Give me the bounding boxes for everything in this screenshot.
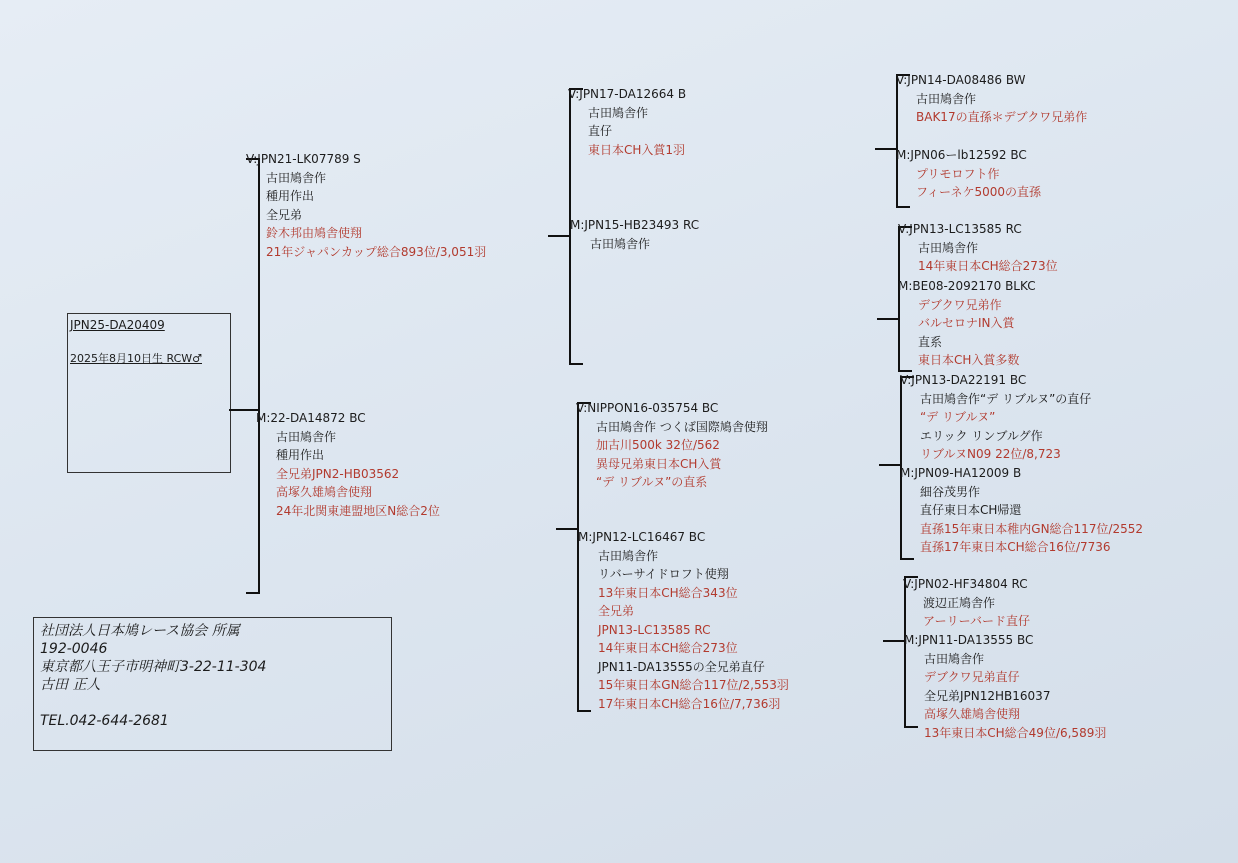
pedigree-line: 直孫17年東日本CH総合16位/7736 — [920, 540, 1111, 554]
pedigree-line: 古田鳩舎作 — [916, 91, 977, 106]
bracket-line — [246, 592, 260, 594]
pedigree-line: 古田鳩舎作 — [276, 429, 337, 444]
ggp-entry-7 — [903, 575, 1030, 631]
bracket-line — [900, 558, 914, 560]
owner-postal: 192-0046 — [40, 641, 108, 657]
pedigree-line: 古田鳩舎作 — [266, 170, 327, 185]
pedigree-line: 全兄弟 — [598, 604, 635, 618]
dam-sire-id: V:NIPPON16-035754 BC — [576, 401, 719, 415]
pedigree-line: 古田鳩舎作 — [924, 651, 985, 666]
pedigree-line: “デ リブルヌ” — [920, 410, 996, 424]
pedigree-line: 古田鳩舎作 — [588, 105, 649, 120]
pedigree-line: 直系 — [918, 334, 943, 349]
ggp-id: V:JPN02-HF34804 RC — [903, 577, 1028, 591]
owner-tel: TEL.042-644-2681 — [40, 713, 169, 729]
bracket-line — [229, 409, 259, 411]
pedigree-line: 直仔 — [588, 124, 613, 138]
pedigree-line: 古田鳩舎作 — [590, 236, 651, 251]
pedigree-line: JPN13-LC13585 RC — [598, 622, 711, 637]
owner-name: 古田 正人 — [40, 677, 101, 693]
sire-id: V:JPN21-LK07789 S — [246, 152, 361, 166]
ggp-id: M:JPN06ーlb12592 BC — [896, 148, 1027, 162]
pedigree-line: プリモロフト作 — [916, 166, 1000, 181]
pedigree-line: 全兄弟JPN2-HB03562 — [276, 466, 400, 481]
ggp-entry-4 — [898, 277, 1036, 370]
pedigree-line: 古田鳩舎作 — [918, 240, 979, 255]
pedigree-line: デブクワ兄弟直仔 — [924, 670, 1020, 684]
pedigree-line: 全兄弟 — [266, 207, 303, 222]
owner-blank — [40, 694, 266, 712]
pedigree-line: バルセロナIN入賞 — [918, 316, 1015, 330]
owner-association: 社団法人日本鳩レース協会 所属 — [40, 623, 240, 639]
pedigree-line: 東日本CH入賞1羽 — [588, 142, 686, 157]
pedigree-line: 直仔東日本CH帰還 — [920, 503, 1022, 517]
pedigree-line: 渡辺正鳩舎作 — [923, 595, 996, 610]
bracket-line — [877, 318, 899, 320]
owner-lines — [40, 622, 266, 730]
bracket-line — [875, 148, 897, 150]
pedigree-line: 13年東日本CH総合49位/6,589羽 — [924, 725, 1107, 740]
pedigree-line: 古田鳩舎作“デ リブルヌ”の直仔 — [920, 391, 1092, 406]
subject-id: JPN25-DA20409 — [70, 318, 165, 332]
pedigree-line: 東日本CH入賞多数 — [918, 353, 1020, 367]
ggp-id: V:JPN13-DA22191 BC — [900, 373, 1027, 387]
bracket-line — [569, 363, 583, 365]
ggp-id: V:JPN14-DA08486 BW — [896, 73, 1026, 87]
pedigree-line: 24年北関東連盟地区N総合2位 — [276, 503, 440, 518]
pedigree-line: BAK17の直孫＊デブクワ兄弟作 — [916, 110, 1088, 124]
bracket-line — [879, 464, 901, 466]
ggp-id: V:JPN13-LC13585 RC — [898, 222, 1022, 236]
pedigree-line: デブクワ兄弟作 — [918, 297, 1002, 312]
sire-dam-id: M:JPN15-HB23493 RC — [570, 218, 700, 232]
pedigree-line: 直孫15年東日本稚内GN総合117位/2552 — [920, 521, 1144, 536]
pedigree-line: 高塚久雄鳩舎使翔 — [924, 707, 1021, 721]
pedigree-line: 13年東日本CH総合343位 — [598, 585, 738, 600]
dam-id: M:22-DA14872 BC — [256, 411, 366, 425]
sire-dam-entry — [570, 216, 699, 253]
pedigree-line: 14年東日本CH総合273位 — [598, 641, 738, 655]
sire-entry — [246, 150, 486, 261]
dam-dam-id: M:JPN12-LC16467 BC — [578, 530, 706, 544]
ggp-entry-6 — [900, 464, 1143, 557]
pedigree-line: フィーネケ5000の直孫 — [916, 185, 1041, 199]
pedigree-line: “デ リブルヌ”の直系 — [596, 475, 708, 489]
pedigree-line: 種用作出 — [276, 448, 325, 462]
pedigree-line: アーリーバード直仔 — [923, 614, 1031, 628]
pedigree-line: 15年東日本GN総合117位/2,553羽 — [598, 678, 789, 692]
pedigree-line: 全兄弟JPN12HB16037 — [924, 688, 1051, 703]
pedigree-line: 古田鳩舎作 — [598, 548, 659, 563]
pedigree-line: 細谷茂男作 — [920, 484, 981, 499]
pedigree-line: 高塚久雄鳩舎使翔 — [276, 485, 373, 499]
ggp-entry-2 — [896, 146, 1041, 202]
ggp-entry-1 — [896, 71, 1087, 127]
pedigree-line: 21年ジャパンカップ総合893位/3,051羽 — [266, 244, 487, 259]
bracket-line — [883, 640, 905, 642]
pedigree-line: リバーサイドロフト使翔 — [598, 567, 729, 581]
dam-sire-entry — [576, 399, 768, 492]
pedigree-line: リブルヌN09 22位/8,723 — [920, 447, 1061, 461]
dam-entry — [256, 409, 440, 520]
ggp-id: M:JPN09-HA12009 B — [900, 466, 1022, 480]
subject-birth: 2025年8月10日生 RCW♂ — [70, 352, 202, 365]
pedigree-line: エリック リンブルグ作 — [920, 428, 1043, 443]
bracket-line — [548, 235, 570, 237]
pedigree-line: JPN11-DA13555の全兄弟直仔 — [598, 659, 765, 674]
owner-box — [33, 617, 392, 751]
dam-dam-entry — [578, 528, 789, 713]
pedigree-line: 異母兄弟東日本CH入賞 — [596, 456, 722, 471]
subject-box — [67, 313, 231, 473]
pedigree-line: 種用作出 — [266, 189, 315, 203]
ggp-id: M:JPN11-DA13555 BC — [904, 633, 1034, 647]
pedigree-line: 加古川500k 32位/562 — [596, 438, 720, 452]
bracket-line — [896, 206, 910, 208]
pedigree-line: 17年東日本CH総合16位/7,736羽 — [598, 696, 781, 711]
sire-sire-entry — [568, 85, 686, 159]
sire-sire-id: V:JPN17-DA12664 B — [568, 87, 687, 101]
ggp-entry-5 — [900, 371, 1091, 464]
bracket-line — [556, 528, 578, 530]
ggp-entry-3 — [898, 220, 1058, 276]
pedigree-line: 古田鳩舎作 つくば国際鳩舎使翔 — [596, 419, 768, 434]
pedigree-line: 14年東日本CH総合273位 — [918, 259, 1058, 273]
ggp-entry-8 — [904, 631, 1106, 742]
ggp-id: M:BE08-2092170 BLKC — [898, 279, 1036, 293]
owner-address: 東京都八王子市明神町3-22-11-304 — [40, 659, 267, 675]
pedigree-line: 鈴木邦由鳩舎使翔 — [266, 226, 363, 240]
